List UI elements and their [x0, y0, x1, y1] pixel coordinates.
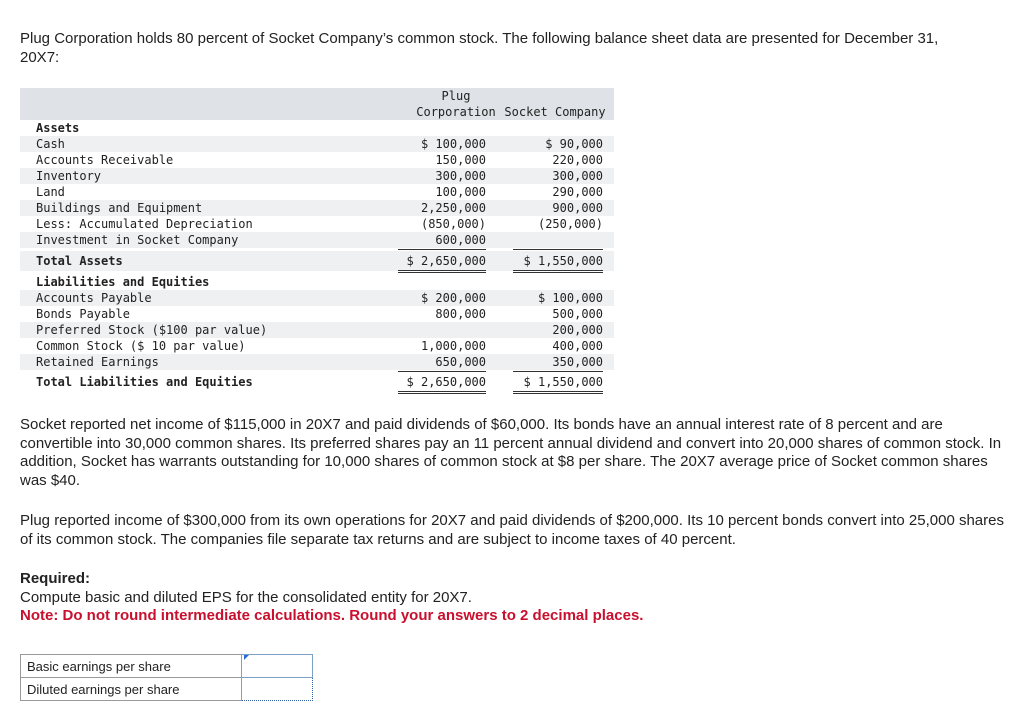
intro-paragraph: Plug Corporation holds 80 percent of Socket Company’s common stock. The following balance sheet data are presented for December 31, 20X7: [20, 30, 939, 66]
assets-heading: Assets [36, 121, 80, 135]
row-label: Retained Earnings [36, 355, 159, 369]
socket-value: 400,000 [552, 339, 603, 353]
row-label: Preferred Stock ($100 par value) [36, 323, 268, 337]
diluted-eps-input[interactable] [242, 678, 312, 700]
double-underline [513, 270, 603, 271]
plug-value: (850,000) [420, 217, 486, 231]
row-label: Bonds Payable [36, 307, 130, 321]
row-label: Buildings and Equipment [36, 201, 203, 215]
plug-value: 1,000,000 [420, 339, 486, 353]
row-label: Inventory [36, 169, 102, 183]
double-underline [513, 272, 603, 273]
socket-value: 300,000 [552, 169, 603, 183]
rounding-note: Note: Do not round intermediate calculations. Round your answers to 2 decimal places. [20, 607, 644, 624]
plug-value: 300,000 [435, 169, 486, 183]
double-underline [398, 393, 486, 394]
row-label: Accounts Receivable [36, 153, 174, 167]
header-plug-line2: Corporation [416, 105, 496, 119]
total-liabilities-label: Total Liabilities and Equities [36, 375, 253, 389]
row-label: Investment in Socket Company [36, 233, 239, 247]
input-flag-icon [244, 655, 249, 660]
header-socket: Socket Company [504, 105, 606, 119]
underline [513, 371, 603, 372]
socket-value: 350,000 [552, 355, 603, 369]
plug-value: $ 100,000 [420, 137, 486, 151]
socket-value: 200,000 [552, 323, 603, 337]
socket-value: 500,000 [552, 307, 603, 321]
underline [398, 249, 486, 250]
plug-value: 150,000 [435, 153, 486, 167]
table-row [21, 655, 313, 678]
plug-value: 2,250,000 [420, 201, 486, 215]
row-label: Cash [36, 137, 65, 151]
basic-eps-input[interactable] [242, 655, 312, 677]
diluted-eps-cell [242, 678, 313, 701]
plug-value: 800,000 [435, 307, 486, 321]
socket-value: 220,000 [552, 153, 603, 167]
plug-total-liabilities: $ 2,650,000 [406, 375, 486, 389]
liabilities-heading: Liabilities and Equities [36, 275, 210, 289]
required-text: Compute basic and diluted EPS for the consolidated entity for 20X7. [20, 588, 472, 606]
basic-eps-cell [242, 655, 313, 678]
double-underline [398, 272, 486, 273]
socket-value: 290,000 [552, 185, 603, 199]
plug-total-assets: $ 2,650,000 [406, 254, 486, 268]
balance-sheet-table [20, 88, 614, 394]
plug-value: 600,000 [435, 233, 486, 247]
plug-paragraph: Plug reported income of $300,000 from its own operations for 20X7 and paid dividends of $200,000. Its 10 percent bonds convert into 25,000 shares of its common stock. The companies file separate tax returns and are subject to income taxes of 40 percent. [20, 512, 1004, 548]
socket-paragraph: Socket reported net income of $115,000 in 20X7 and paid dividends of $60,000. Its bonds have an annual interest rate of 8 percent and are convertible into 30,000 common shares. Its preferred shares pay an 11 percent annual dividend and convert into 20,000 shares of common stock. In addition, Socket has warrants outstanding for 10,000 shares of common stock at $8 per share. The 20X7 average price of Socket common shares was $40. [20, 416, 1002, 489]
plug-value: $ 200,000 [420, 291, 486, 305]
answer-table [20, 654, 313, 701]
plug-value: 100,000 [435, 185, 486, 199]
diluted-eps-label: Diluted earnings per share [21, 678, 242, 701]
row-label: Common Stock ($ 10 par value) [36, 339, 246, 353]
row-label: Accounts Payable [36, 291, 152, 305]
socket-value: (250,000) [537, 217, 603, 231]
header-plug-line1: Plug [441, 89, 471, 103]
double-underline [513, 391, 603, 392]
double-underline [513, 393, 603, 394]
socket-value: 900,000 [552, 201, 603, 215]
required-label: Required: [20, 570, 91, 587]
plug-value: 650,000 [435, 355, 486, 369]
row-label: Land [36, 185, 65, 199]
underline [513, 249, 603, 250]
double-underline [398, 391, 486, 392]
total-assets-label: Total Assets [36, 254, 123, 268]
underline [398, 371, 486, 372]
table-row [21, 678, 313, 701]
double-underline [398, 270, 486, 271]
socket-total-assets: $ 1,550,000 [523, 254, 603, 268]
basic-eps-label: Basic earnings per share [21, 655, 242, 678]
required-section [20, 570, 1010, 626]
socket-value: $ 100,000 [537, 291, 603, 305]
row-label: Less: Accumulated Depreciation [36, 217, 253, 231]
socket-value: $ 90,000 [545, 137, 603, 151]
socket-total-liabilities: $ 1,550,000 [523, 375, 603, 389]
